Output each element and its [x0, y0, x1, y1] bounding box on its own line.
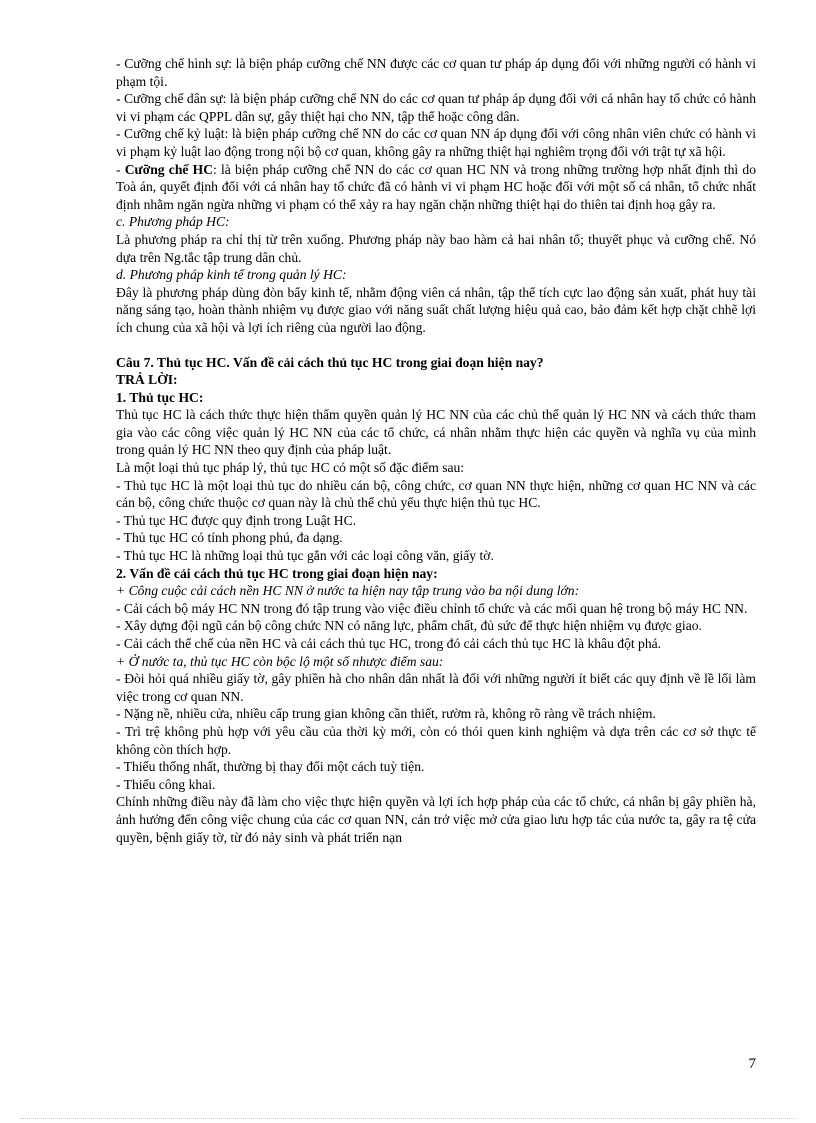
document-page — [116, 55, 756, 846]
paragraph-p23 — [116, 653, 756, 671]
text-run: - — [116, 161, 125, 177]
paragraph-p7 — [116, 266, 756, 284]
text-run: 1. Thủ tục HC: — [116, 389, 204, 405]
text-run: + Ở nước ta, thủ tục HC còn bộc lộ một số nhược điểm sau: — [116, 653, 444, 669]
paragraph-p15 — [116, 512, 756, 530]
text-run: - Nặng nề, nhiều cửa, nhiều cấp trung gian không cần thiết, rườm rà, không rõ ràng về trách nhiệm. — [116, 706, 656, 722]
text-run: : là biện pháp cưỡng chế NN do các cơ quan HC NN và trong những trường hợp nhất định thì do Toà án, quyết định đối với cá nhân hay tổ chức đã có hành vi vi phạm HC hoặc đối với một số cá nhân, tổ chức nhất định nhằm ngăn ngừa những vi phạm có thể xảy ra hay ngăn chặn những thiệt hại do thiên tai định hoạ gây ra. — [116, 161, 756, 212]
text-run: - Thủ tục HC có tính phong phú, đa dạng. — [116, 530, 343, 546]
paragraph-p14 — [116, 477, 756, 512]
paragraph-p28 — [116, 776, 756, 794]
paragraph-p22 — [116, 635, 756, 653]
text-run: - Thủ tục HC là một loại thủ tục do nhiều cán bộ, công chức, cơ quan NN thực hiện, những cơ quan HC NN và các cán bộ, công chức thuộc cơ quan này là chủ thể chủ yếu thực hiện thủ tục HC. — [116, 477, 756, 511]
paragraph-p3 — [116, 125, 756, 160]
paragraph-p4 — [116, 161, 756, 214]
text-run: - Cải cách bộ máy HC NN trong đó tập trung vào việc điều chỉnh tổ chức và các mối quan hệ trong bộ máy HC NN. — [116, 600, 748, 616]
paragraph-p11 — [116, 389, 756, 407]
text-run: Câu 7. Thủ tục HC. Vấn đề cải cách thủ tục HC trong giai đoạn hiện nay? — [116, 354, 544, 370]
paragraph-p9 — [116, 354, 756, 372]
text-run: + Công cuộc cải cách nền HC NN ở nước ta hiện nay tập trung vào ba nội dung lớn: — [116, 583, 580, 599]
text-run: - Thiếu công khai. — [116, 776, 216, 792]
paragraph-p8 — [116, 284, 756, 337]
paragraph-p27 — [116, 758, 756, 776]
paragraph-p5 — [116, 213, 756, 231]
text-run: - Thiếu thống nhất, thường bị thay đổi một cách tuỳ tiện. — [116, 759, 425, 775]
paragraph-p2 — [116, 90, 756, 125]
paragraph-p18 — [116, 565, 756, 583]
paragraph-p20 — [116, 600, 756, 618]
paragraph-p19 — [116, 582, 756, 600]
text-run: Chính những điều này đã làm cho việc thực hiện quyền và lợi ích hợp pháp của các tổ chức, cá nhân bị gây phiền hà, ảnh hưởng đến công việc chung của các cơ quan NN, cản trở việc mở cửa giao lưu hợp tác của nước ta, gây ra tệ cửa quyền, bệnh giấy tờ, từ đó nảy sinh và phát triển nạn — [116, 794, 756, 845]
paragraph-p6 — [116, 231, 756, 266]
page-bottom-rule — [20, 1118, 796, 1119]
paragraph-p25 — [116, 705, 756, 723]
text-run: - Xây dựng đội ngũ cán bộ công chức NN có năng lực, phẩm chất, đủ sức để thực hiện nhiệm vụ được giao. — [116, 618, 702, 634]
text-run: Thủ tục HC là cách thức thực hiện thẩm quyền quản lý HC NN của các chủ thể quản lý HC NN và cách thức tham gia vào các công việc quản lý HC NN của các tổ chức, cá nhân nhằm thực hiện các quyền và nghĩa vụ của mình trong quản lý HC NN theo quy định của pháp luật. — [116, 407, 756, 458]
paragraph-p16 — [116, 529, 756, 547]
paragraph-spacer — [116, 337, 756, 354]
paragraph-p12 — [116, 406, 756, 459]
text-run: - Trì trệ không phù hợp với yêu cầu của thời kỳ mới, còn có thói quen kinh nghiệm và dựa trên các cơ sở thực tế không còn thích hợp. — [116, 723, 756, 757]
page-number: 7 — [748, 1056, 756, 1072]
paragraph-p29 — [116, 793, 756, 846]
paragraph-p21 — [116, 617, 756, 635]
text-run: Đây là phương pháp dùng đòn bẩy kinh tế, nhằm động viên cá nhân, tập thể tích cực lao động sản xuất, phát huy tài năng sáng tạo, hoàn thành nhiệm vụ được giao với năng suất chất lượng hiệu quả cao, bảo đảm kết hợp chặt chhẽ lợi ích chung của xã hội và lợi ích riêng của người lao động. — [116, 284, 756, 335]
paragraph-p26 — [116, 723, 756, 758]
text-run: Là một loại thủ tục pháp lý, thủ tục HC có một số đặc điểm sau: — [116, 460, 465, 476]
text-run: c. Phương pháp HC: — [116, 214, 230, 230]
text-run: - Cải cách thể chế của nền HC và cải cách thủ tục HC, trong đó cải cách thủ tục HC là khâu đột phá. — [116, 636, 662, 651]
text-run: - Đòi hỏi quá nhiều giấy tờ, gây phiền hà cho nhân dân nhất là đối với những người ít biết các quy định về lề lối làm việc trong cơ quan NN. — [116, 671, 756, 704]
paragraph-p10 — [116, 371, 756, 389]
text-run: 2. Vấn đề cải cách thủ tục HC trong giai đoạn hiện nay: — [116, 565, 438, 581]
text-run: - Cưỡng chế kỷ luật: là biện pháp cưỡng chế NN do các cơ quan NN áp dụng đối với công nhân viên chức có hành vi vi phạm kỷ luật lao động trong nội bộ cơ quan, không gây ra những thiệt hại nghiêm trọng đối với trật tự xã hội. — [116, 126, 756, 159]
text-run: Là phương pháp ra chỉ thị từ trên xuống. Phương pháp này bao hàm cả hai nhân tố; thuyết phục và cưỡng chế. Nó dựa trên Ng.tắc tập trung dân chủ. — [116, 231, 756, 265]
paragraph-p1 — [116, 55, 756, 90]
paragraph-p13 — [116, 459, 756, 477]
paragraph-p17 — [116, 547, 756, 565]
text-run: - Cưỡng chế dân sự: là biện pháp cưỡng chế NN do các cơ quan tư pháp áp dụng đối với cá nhân hay tổ chức có hành vi vi phạm các QPPL dân sự, gây thiệt hại cho NN, tập thể hoặc công dân. — [116, 91, 756, 124]
text-run: d. Phương pháp kinh tế trong quản lý HC: — [116, 267, 347, 283]
text-run: - Thủ tục HC được quy định trong Luật HC. — [116, 512, 357, 528]
text-run: Cưỡng chế HC — [124, 161, 214, 177]
text-run: TRẢ LỜI: — [116, 372, 178, 388]
paragraph-p24 — [116, 670, 756, 705]
text-run: - Thủ tục HC là những loại thủ tục gắn với các loại công văn, giấy tờ. — [116, 548, 494, 564]
text-run: - Cưỡng chế hình sự: là biện pháp cưỡng chế NN được các cơ quan tư pháp áp dụng đối với những người có hành vi phạm tội. — [116, 56, 756, 89]
